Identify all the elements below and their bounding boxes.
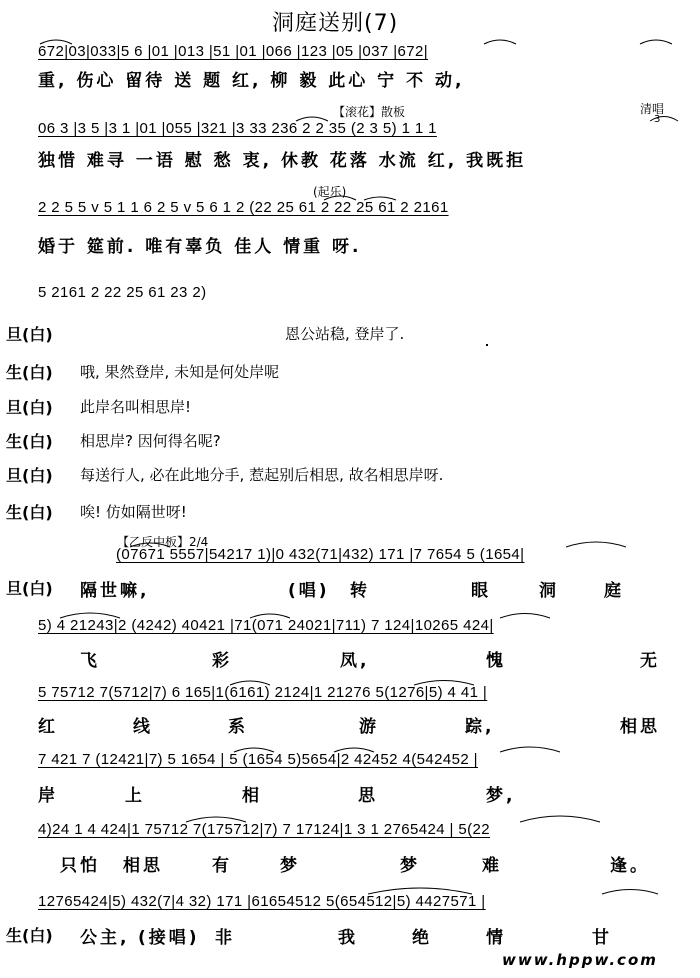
notation-row-10: 12765424|5) 432(7|4 32) 171 |61654512 5(654512|5) 4427571 |: [38, 893, 486, 910]
qiyue-annotation: (起乐): [313, 185, 347, 199]
watermark: www.hppw.com: [502, 951, 658, 969]
sung-word: 只怕: [60, 856, 100, 876]
sung-word: 彩: [212, 651, 232, 671]
yifan-annotation: 【乙反中板】2/4: [117, 535, 209, 549]
qingchang-annotation: 清唱: [640, 102, 665, 116]
notation-row-3: 2 2 5 5 v 5 1 1 6 2 5 v 5 6 1 2 (22 25 61 2 22 25 61 2 2161: [38, 199, 449, 216]
dialogue-role-6: 生(白): [6, 503, 53, 522]
sung-word: 红: [38, 717, 58, 737]
notation-row-4: 5 2161 2 22 25 61 23 2): [38, 284, 207, 301]
sung-word: 系: [228, 717, 248, 737]
sung-word: 梦,: [486, 786, 516, 806]
notation-row-7: 5 75712 7(5712|7) 6 165|1(6161) 2124|1 21276 5(1276|5) 4 41 |: [38, 684, 488, 701]
sung-word: 眼: [471, 581, 491, 601]
sung-word: 绝: [412, 928, 432, 948]
sung-word: 上: [125, 786, 145, 806]
notation-row-5: (07671 5557|54217 1)|0 432(71|432) 171 |7 7654 5 (1654|: [116, 546, 525, 563]
dialogue-text-6: 唉! 仿如隔世呀!: [80, 503, 187, 521]
sung-word: 逢。: [610, 856, 650, 876]
dialogue-role-5: 旦(白): [6, 466, 53, 485]
sung-word: 非: [215, 928, 235, 948]
notation-row-2: 06 3 |3 5 |3 1 |01 |055 |321 |3 33 236 2 2 35 (2 3 5) 1 1 1: [38, 120, 437, 137]
page-title: 洞庭送别(7): [272, 11, 399, 36]
sung-word: 转: [350, 581, 370, 601]
sung-word: 无: [640, 651, 660, 671]
dialogue-text-4: 相思岸? 因何得名呢?: [80, 432, 221, 450]
lyric-row-1: 重, 伤心 留待 送 题 红, 柳 毅 此心 宁 不 动,: [38, 71, 465, 91]
sung-word: 有: [212, 856, 232, 876]
sung-word: 岸: [38, 786, 58, 806]
sung-word: 思: [358, 786, 378, 806]
dialogue-text-5: 每送行人, 必在此地分手, 惹起别后相思, 故名相思岸呀.: [80, 466, 444, 484]
sung-word: 凤,: [340, 651, 370, 671]
sung-word: (接唱): [138, 928, 200, 948]
lyric-row-3: 婚于 筵前. 唯有辜负 佳人 情重 呀.: [38, 237, 362, 257]
sung-word: 情: [486, 928, 506, 948]
stray-dot: [486, 344, 488, 346]
dialogue-role-1: 旦(白): [6, 325, 53, 344]
sung-word: 梦: [400, 856, 420, 876]
sung-word: 飞: [80, 651, 100, 671]
dialogue-role-2: 生(白): [6, 363, 53, 382]
sung-role-6: 生(白): [6, 926, 53, 945]
triplet-marker: 3: [654, 114, 661, 125]
sung-word: 庭: [604, 581, 624, 601]
sung-word: 梦: [280, 856, 300, 876]
dialogue-text-3: 此岸名叫相思岸!: [80, 398, 192, 416]
sung-word: 相思: [123, 856, 163, 876]
sung-word: 游: [359, 717, 379, 737]
notation-row-9: 4)24 1 4 424|1 75712 7(175712|7) 7 17124|1 3 1 2765424 | 5(22: [38, 821, 491, 838]
dialogue-text-2: 哦, 果然登岸, 未知是何处岸呢: [80, 363, 280, 381]
sung-word: 相: [242, 786, 262, 806]
lyric-row-2: 独惜 难寻 一语 慰 愁 衷, 休教 花落 水流 红, 我既拒: [38, 151, 527, 171]
sung-word: 公主,: [80, 928, 130, 948]
gunhua-annotation: 【滚花】散板: [333, 105, 406, 119]
dialogue-role-3: 旦(白): [6, 398, 53, 417]
sung-word: 难: [482, 856, 502, 876]
notation-row-1: 672|03|033|5 6 |01 |013 |51 |01 |066 |123 |05 |037 |672|: [38, 43, 429, 60]
sung-word: 线: [133, 717, 153, 737]
sung-word: 愧: [486, 651, 506, 671]
sung-word: (唱): [288, 581, 330, 601]
sung-word: 踪,: [465, 717, 495, 737]
dialogue-text-1: 恩公站稳, 登岸了.: [285, 325, 405, 343]
sung-word: 洞: [539, 581, 559, 601]
sung-role-1: 旦(白): [6, 579, 53, 598]
notation-row-6: 5) 4 21243|2 (4242) 40421 |71(071 24021|711) 7 124|10265 424|: [38, 617, 494, 634]
sung-word: 甘: [592, 928, 612, 948]
dialogue-role-4: 生(白): [6, 432, 53, 451]
notation-row-8: 7 421 7 (12421|7) 5 1654 | 5 (1654 5)5654|2 42452 4(542452 |: [38, 751, 478, 768]
sung-word: 隔世嘛,: [80, 581, 150, 601]
sung-word: 相思: [620, 717, 660, 737]
sung-word: 我: [338, 928, 358, 948]
